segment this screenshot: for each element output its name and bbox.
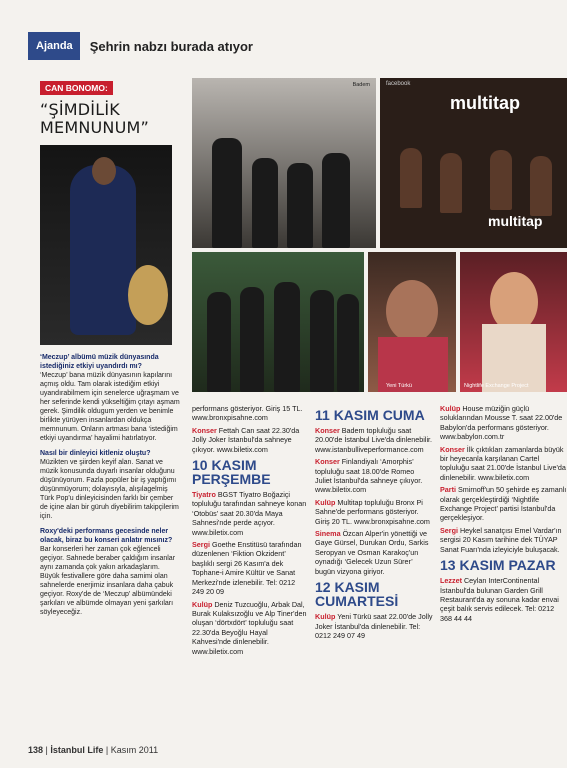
page-header	[28, 32, 253, 60]
multitap-poster	[380, 78, 567, 248]
event-category: Konser	[315, 426, 340, 435]
event-text: Fettah Can saat 22.30'da Jolly Joker İstanbul'da sahneye çıkıyor. www.biletix.com	[192, 425, 300, 454]
singer-photo	[40, 145, 172, 345]
event-item	[315, 529, 433, 576]
kicker: CAN BONOMO:	[40, 81, 113, 95]
event-category: Konser	[192, 425, 217, 435]
event-item	[315, 426, 433, 454]
issue-date: Kasım 2011	[110, 745, 159, 755]
event-text: Finlandiyalı ‘Amorphis’ topluluğu saat 18.00'de Romeo Juliet İstanbul'da sahneye çıkıyor. www.biletix.com	[315, 457, 423, 495]
facebook-label: facebook	[386, 81, 411, 87]
event-text: Ceylan InterContinental İstanbul'da bulunan Garden Grill Restaurant'da ay sonuna kadar envai çeşit balık servis edilecek. Tel: 0212 368 44 44	[440, 576, 559, 623]
event-item	[440, 576, 567, 623]
answer: ‘Meczup’ bana müzik dünyasının kapılarını açmış oldu. Tam olarak istediğim etkiyi uyandırabilmem için senelerce uğraşmam ve her seferinde kendi yükseltiğim çıtayı aşmam gerek. Şimdilik oldugum yerden ve benimle birlikte yürüyen insanlardan oldukça memnunum. Onların artması bana ‘istediğim etkiyi uyandırma’ hayalimi hatırlatıyor.	[40, 372, 180, 442]
event-text: Multitap topluluğu Bronx Pi Sahne'de performans gösteriyor. Giriş 20 TL. www.bronxpisahne.com	[315, 497, 430, 526]
event-category: Konser	[315, 457, 340, 467]
event-text: Yeni Türkü saat 22.00'de Jolly Joker İstanbul'da dinlenebilir. Tel: 0212 249 07 49	[315, 612, 433, 640]
question: Roxy'deki performans gecesinde neler olacak, biraz bu konseri anlatır mısınız?	[40, 528, 173, 544]
question: Nasıl bir dinleyici kitleniz oluştu?	[40, 450, 151, 457]
event-category: Kulüp	[315, 497, 336, 507]
section-label: Ajanda	[28, 32, 80, 60]
event-item	[192, 540, 308, 596]
events-column-1	[192, 404, 308, 659]
photo-yeni-turku	[368, 252, 456, 392]
day-heading: 11 KASIM CUMA	[315, 407, 425, 423]
event-text: İlk çıktıkları zamanlarda büyük bir heyecanla karşılanan Cartel topluluğu saat 21.00'de İstanbul Live'da dinlenebilir. www.biletix.com	[440, 444, 566, 482]
event-category: Sinema	[315, 529, 341, 539]
magazine-name: İstanbul Life	[50, 745, 104, 755]
event-item	[440, 485, 567, 523]
event-item	[440, 526, 567, 554]
event-text: Deniz Tuzcuoğlu, Arbak Dal, Burak Kulaksızoğlu ve Alp Tiner'den oluşan ‘dörtxdört’ topluluğu saat 22.30'da Beyoğlu Hayal Kahvesi'nde dinlenebilir. www.biletix.com	[192, 599, 307, 656]
event-category: Kulüp	[440, 404, 461, 413]
interview-column	[40, 78, 178, 617]
event-item	[315, 612, 433, 640]
day-heading: 10 KASIM PERŞEMBE	[192, 457, 271, 488]
event-text: Smirnoff'un 50 şehirde eş zamanlı olarak gerçekleştirdiği ‘Nightlife Exchange Project’ partisi İstanbul'da gerçekleşiyor.	[440, 485, 567, 523]
event-category: Lezzet	[440, 576, 462, 586]
event-item	[192, 600, 308, 656]
event-category: Kulüp	[315, 612, 336, 622]
event-text: BGST Tiyatro Boğaziçi topluluğu tarafından sahneye konan ‘Otobüs’ saat 20.30'da Maya Sahnesi'nde perde açıyor. www.biletix.com	[192, 490, 307, 537]
page-footer: 138 | İstanbul Life | Kasım 2011	[28, 745, 159, 755]
event-item	[440, 404, 567, 442]
event-category: Sergi	[440, 525, 458, 535]
headline: “ŞİMDİLİK MEMNUNUM”	[40, 100, 149, 137]
photo-nightlife-exchange	[460, 252, 567, 392]
day-heading: 13 KASIM PAZAR	[440, 557, 556, 574]
events-column-2	[315, 404, 433, 643]
events-column-3	[440, 404, 567, 626]
event-item	[192, 490, 308, 537]
tagline: Şehrin nabzı burada atıyor	[89, 38, 253, 54]
answer: Bar konserleri her zaman çok eğlenceli geçiyor. Sahnede beraber çaldığım insanlar aynı zamanda çok yakın arkadaşlarım. Büyük festivallere göre daha samimi olan sahnelerde enerjimiz insanlara daha çabuk geçiyor. Roxy'de de ‘Meczup’ albümündeki şarkıları ve albümde olmayan yeni şarkıları söyleyeceğiz.	[40, 546, 176, 616]
photo-grid	[192, 78, 567, 398]
event-text: performans gösteriyor. Giriş 15 TL. www.bronxpisahne.com	[192, 404, 303, 423]
event-item	[192, 426, 308, 454]
event-text: House müziğin güçlü soluklarından Mousse T. saat 22.00'de Babylon'da performans gösteriyor. www.babylon.com.tr	[440, 404, 563, 442]
event-text: Heykel sanatçısı Emel Vardar'ın sergisi 20 Kasım tarihine dek TÜYAP Sanat Fuarı'nda izleyiciyle buluşacak.	[440, 525, 562, 554]
event-category: Sergi	[192, 540, 210, 550]
band-photo-badem	[192, 78, 376, 248]
event-text: Goethe Enstitüsü tarafından düzenlenen ‘Fiktion Okzident’ başlıklı sergi 26 Kasım'a dek Tophane-i Amire Kültür ve Sanat Merkezi'nde izlenebilir. Tel: 0212 249 20 09	[192, 540, 302, 597]
caption-badem: Badem	[352, 82, 370, 88]
caption-nightlife: Nightlife Exchange Project	[464, 383, 529, 389]
event-item	[315, 457, 433, 495]
event-category: Konser	[440, 444, 465, 454]
event-item	[440, 445, 567, 483]
event-item	[315, 498, 433, 526]
caption-yeni-turku: Yeni Türkü	[386, 383, 412, 389]
question: ‘Meczup’ albümü müzik dünyasında istediğiniz etkiyi uyandırdı mı?	[40, 354, 159, 370]
band-photo-amorphis	[192, 252, 364, 392]
multitap-logo-bottom: multitap	[488, 213, 543, 229]
multitap-logo: multitap	[450, 93, 520, 113]
event-category: Tiyatro	[192, 490, 216, 500]
answer: Müzikten ve şiirden keyif alan. Sanat ve müzik konusunda duyarlı insanlar olduğunu düşünüyorum. Fazla popüler bir iş yaptığımı düşünmüyorum; dolayısıyla, alışılagelmiş Türk Pop'u dinleyicisinden farklı bir çember de içine alan bir güruh diyebilirim takipçilerim için.	[40, 459, 179, 520]
event-text: Badem topluluğu saat 20.00'de İstanbul Live'da dinlenebilir. www.istanbulliveperformance.com	[315, 426, 433, 454]
event-category: Kulüp	[192, 599, 213, 609]
interview-qa	[40, 353, 180, 617]
event-text: Özcan Alper'in yönettiği ve Gaye Gürsel, Durukan Ordu, Sarkis Seropyan ve Osman Karakoç'un oynadığı ‘Gelecek Uzun Sürer’ bugün vizyona giriyor.	[315, 529, 429, 576]
event-category: Parti	[440, 485, 456, 495]
page-number: 138	[28, 745, 44, 755]
day-heading: 12 KASIM CUMARTESİ	[315, 579, 399, 610]
